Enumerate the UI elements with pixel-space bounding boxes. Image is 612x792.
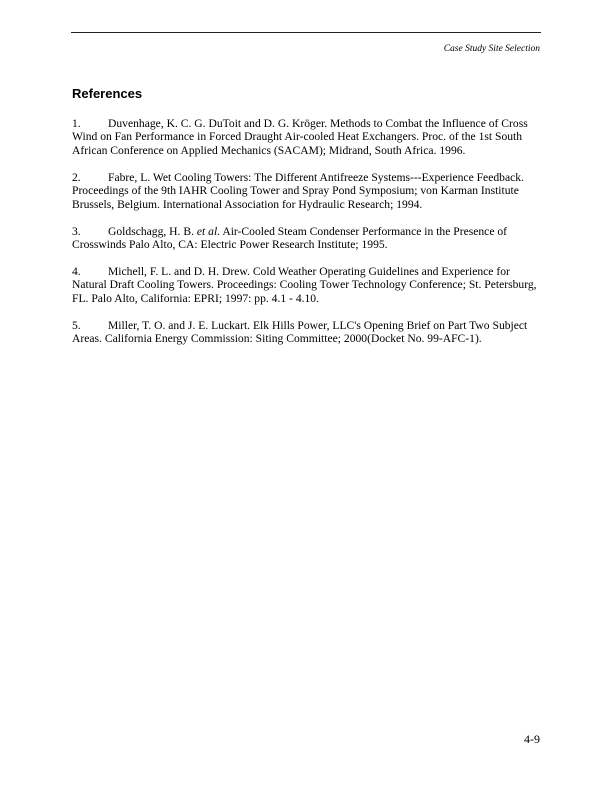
reference-text: Duvenhage, K. C. G. DuToit and D. G. Kröger. Methods to Combat the Influence of Cross Wind on Fan Performance in Forced Draught Air-cooled Heat Exchangers. Proc. of the 1st South African Conference on Applied Mechanics (SACAM); Midrand, South Africa. 1996.	[72, 117, 528, 157]
section-title: References	[72, 86, 143, 101]
reference-text-after: Air-Cooled Steam Condenser Performance in the Presence of Crosswinds Palo Alto, CA: Electric Power Research Institute; 1995.	[72, 224, 508, 252]
reference-item	[72, 171, 542, 211]
reference-text-italic: et al.	[196, 224, 221, 238]
reference-number: 4.	[72, 265, 81, 279]
reference-number: 5.	[72, 318, 81, 332]
reference-item	[72, 117, 542, 157]
reference-number: 3.	[72, 224, 81, 238]
reference-item	[72, 319, 542, 346]
reference-text: Michell, F. L. and D. H. Drew. Cold Weather Operating Guidelines and Experience for Natural Draft Cooling Towers. Proceedings: Cooling Tower Technology Conference; St. Petersburg, FL. Palo Alto, California: EPRI; 1997: pp. 4.1 - 4.10.	[72, 265, 537, 305]
reference-text: Miller, T. O. and J. E. Luckart. Elk Hills Power, LLC's Opening Brief on Part Two Subject Areas. California Energy Commission: Siting Committee; 2000(Docket No. 99-AFC-1).	[72, 318, 528, 346]
reference-text-before: Goldschagg, H. B.	[108, 224, 197, 238]
reference-number: 1.	[72, 117, 81, 130]
page-number: 4-9	[524, 732, 540, 746]
reference-list	[72, 117, 542, 359]
reference-number: 2.	[72, 170, 81, 184]
header-rule	[71, 32, 541, 33]
reference-item	[72, 265, 542, 305]
reference-text: Fabre, L. Wet Cooling Towers: The Different Antifreeze Systems---Experience Feedback. Proceedings of the 9th IAHR Cooling Tower and Spray Pond Symposium; von Karman Institute Brussels, Belgium. International Association for Hydraulic Research; 1994.	[72, 170, 524, 211]
running-header: Case Study Site Selection	[443, 44, 540, 54]
reference-item	[72, 225, 542, 252]
